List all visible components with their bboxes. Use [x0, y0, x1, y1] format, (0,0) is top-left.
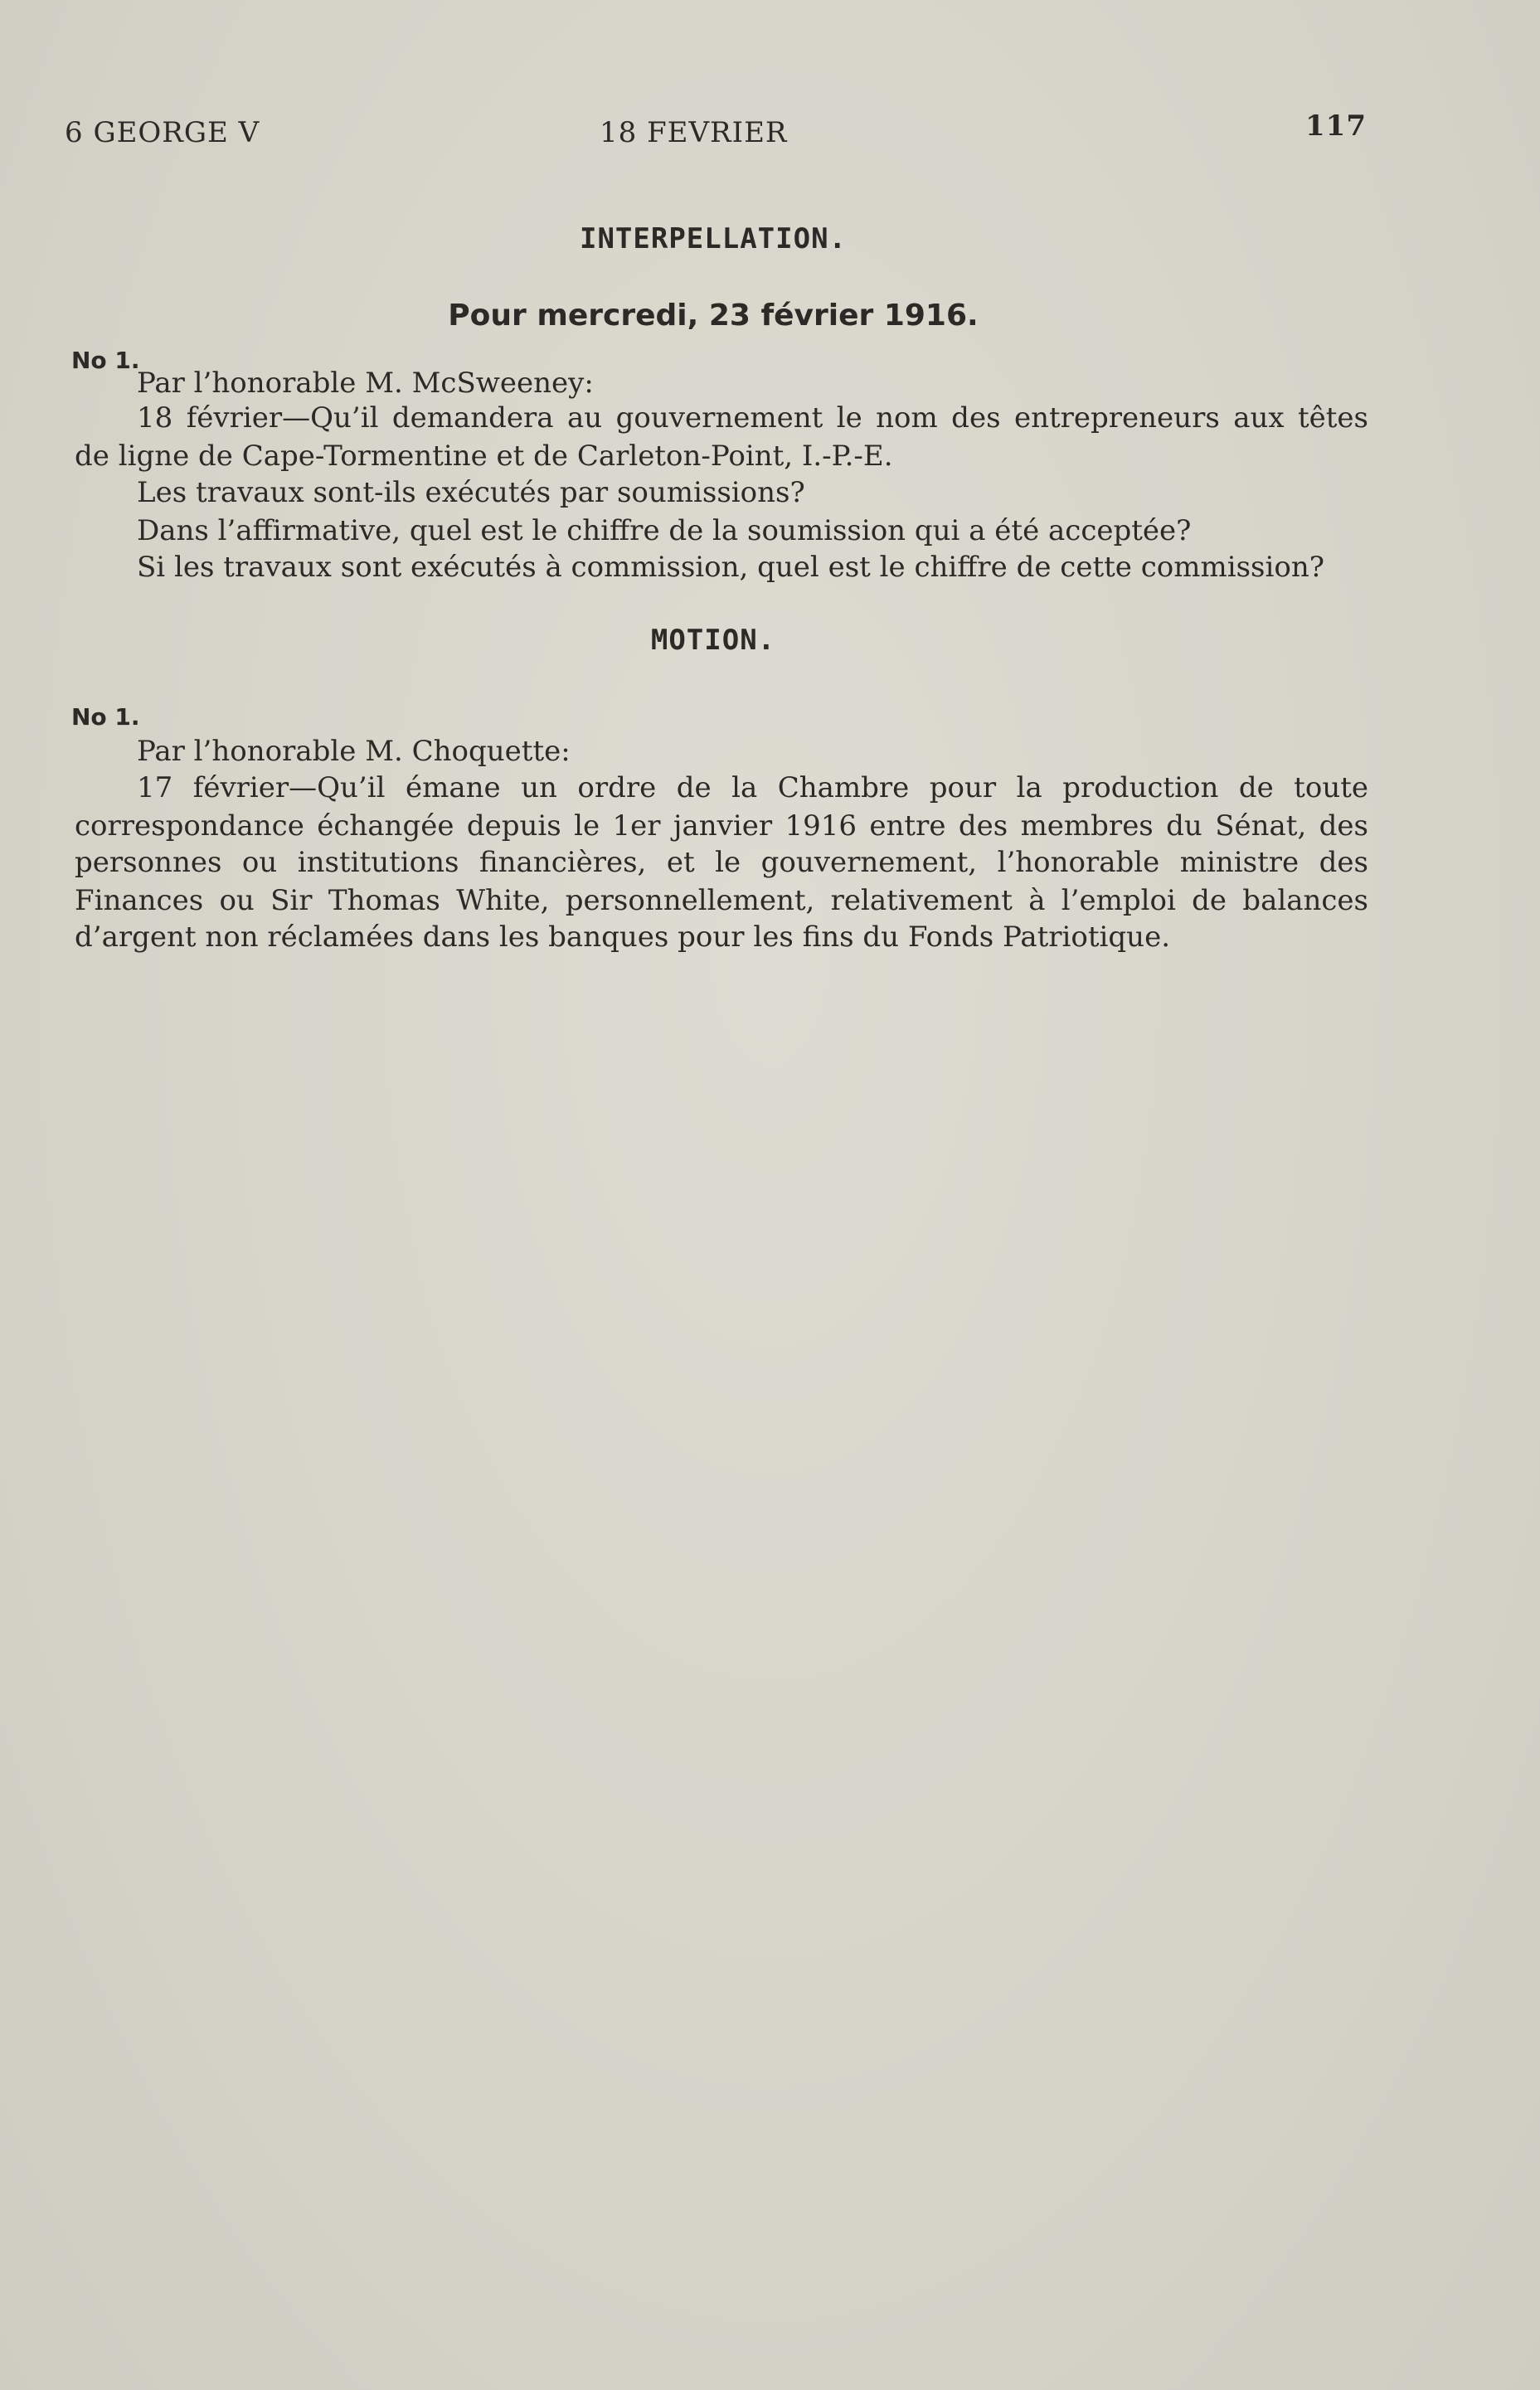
- motion-line: personnes ou institutions financières, et le gouvernement, l’honorable ministre des: [75, 846, 1368, 879]
- motion-number: No 1.: [71, 703, 140, 731]
- interpellation-date: Pour mercredi, 23 février 1916.: [448, 299, 979, 333]
- motion-line: correspondance échangée depuis le 1er janvier 1916 entre des membres du Sénat, des: [75, 809, 1368, 843]
- motion-line: 17 février—Qu’il émane un ordre de la Chambre pour la production de toute: [137, 771, 1368, 804]
- interpellation-number: No 1.: [71, 347, 140, 374]
- interpellation-line: 18 février—Qu’il demandera au gouvernement le nom des entrepreneurs aux têtes: [137, 401, 1368, 435]
- page-number: 117: [1305, 109, 1367, 143]
- running-head: [65, 109, 1367, 158]
- interpellation-heading: INTERPELLATION.: [579, 222, 848, 255]
- motion-heading: MOTION.: [650, 624, 776, 657]
- motion-line: d’argent non réclamées dans les banques pour les fins du Fonds Patriotique.: [75, 921, 1171, 954]
- interpellation-line: Dans l’affirmative, quel est le chiffre de la soumission qui a été acceptée?: [137, 514, 1192, 547]
- motion-mover: Par l’honorable M. Choquette:: [137, 735, 571, 768]
- interpellation-line: de ligne de Cape-Tormentine et de Carleton-Point, I.-P.-E.: [75, 440, 893, 473]
- interpellation-line: Les travaux sont-ils exécutés par soumissions?: [137, 476, 805, 509]
- motion-line: Finances ou Sir Thomas White, personnellement, relativement à l’emploi de balances: [75, 884, 1368, 917]
- session-label: 6 GEORGE V: [65, 116, 260, 149]
- interpellation-mover: Par l’honorable M. McSweeney:: [137, 367, 594, 400]
- header-date: 18 FEVRIER: [600, 116, 788, 149]
- interpellation-line: Si les travaux sont exécutés à commission, quel est le chiffre de cette commission?: [137, 551, 1324, 584]
